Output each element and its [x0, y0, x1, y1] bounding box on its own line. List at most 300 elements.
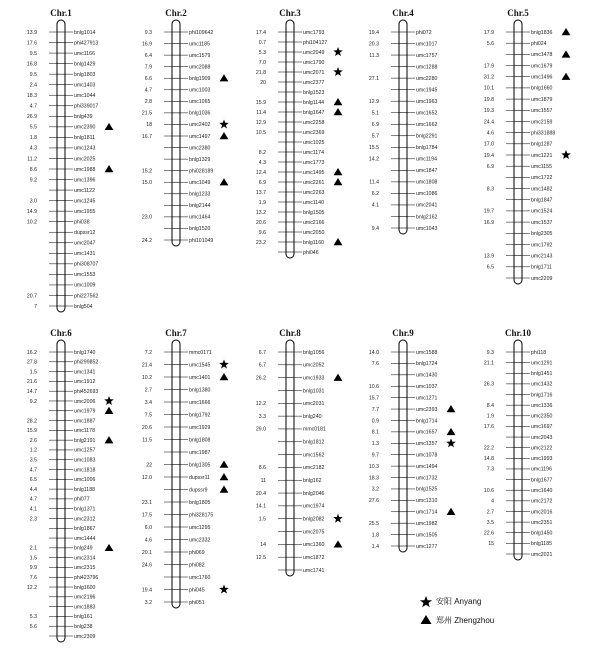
distance-label: 9.2	[29, 398, 37, 405]
marker-row	[391, 373, 437, 379]
distance-label: 23.0	[141, 214, 152, 221]
distance-label: 7.0	[258, 59, 266, 66]
distance-label: 21.1	[483, 360, 494, 367]
triangle-icon	[334, 168, 343, 175]
marker-row	[142, 473, 229, 481]
marker-label: phi051	[189, 599, 205, 606]
distance-label: 16.2	[26, 349, 37, 356]
marker-row	[259, 47, 343, 56]
marker-label: umc2280	[416, 75, 438, 82]
distance-label: 7.2	[144, 349, 152, 356]
distance-label: 1.3	[371, 441, 379, 448]
distance-label: 8.2	[258, 149, 266, 156]
triangle-icon	[334, 540, 343, 547]
marker-row	[49, 536, 95, 542]
chromosome-9	[369, 328, 456, 552]
marker-label: umc1194	[416, 156, 437, 163]
distance-label: 27.8	[26, 359, 37, 366]
marker-label: bnlg1808	[189, 437, 211, 444]
marker-label: bnlg240	[303, 413, 322, 420]
distance-label: 12.9	[255, 119, 266, 126]
distance-label: 10.5	[255, 129, 266, 136]
star-icon	[561, 150, 571, 159]
distance-label: 1.8	[371, 532, 379, 539]
marker-label: dupssr11	[189, 474, 210, 481]
marker-row	[391, 214, 437, 220]
marker-label: umc2261	[303, 179, 325, 186]
marker-label: umc1505	[416, 532, 438, 539]
marker-label: bnlg1380	[189, 387, 211, 394]
distance-label: 2.7	[144, 387, 152, 394]
triangle-icon	[562, 50, 571, 57]
marker-label: umc1277	[416, 543, 438, 550]
distance-label: 20.4	[255, 490, 266, 497]
marker-label: umc2071	[303, 69, 325, 76]
distance-label: 20.7	[26, 293, 37, 300]
marker-label: umc1083	[74, 457, 96, 464]
distance-label: 15.2	[141, 168, 152, 175]
chromosome-1	[27, 8, 114, 312]
marker-row	[278, 90, 324, 96]
distance-label: 0.7	[258, 39, 266, 46]
marker-label: bnlg1505	[303, 209, 325, 216]
marker-label: bnlg1160	[303, 239, 324, 246]
distance-label: 6.6	[144, 76, 152, 83]
marker-label: umc2088	[189, 64, 211, 71]
distance-label: 6.7	[258, 362, 266, 369]
distance-label: 16.9	[141, 41, 152, 48]
marker-label: bnlg1740	[74, 349, 96, 356]
marker-label: bnlg1711	[531, 264, 552, 271]
marker-label: umc1662	[416, 122, 438, 129]
distance-label: 20.1	[141, 549, 152, 556]
marker-label: umc1245	[74, 198, 96, 205]
chromosome-layer	[27, 8, 571, 642]
distance-label: 2.8	[144, 99, 152, 106]
distance-label: 10.2	[141, 374, 152, 381]
marker-label: umc1495	[303, 169, 325, 176]
marker-label: umc2047	[74, 240, 96, 247]
distance-label: 17.9	[483, 29, 494, 36]
marker-row	[256, 374, 343, 382]
distance-label: 11.4	[256, 109, 266, 116]
marker-row	[142, 360, 229, 369]
marker-row	[260, 540, 342, 548]
chromosome-bar	[172, 20, 180, 246]
marker-row	[49, 604, 95, 610]
distance-label: 12.5	[255, 554, 266, 561]
distance-label: 23.1	[141, 499, 152, 506]
marker-label: umc1403	[74, 82, 96, 89]
distance-label: 6.2	[371, 191, 379, 198]
marker-label: bnlg1287	[531, 141, 553, 148]
legend	[420, 596, 494, 625]
marker-label: umc1288	[416, 64, 438, 71]
distance-label: 6.0	[144, 524, 152, 531]
chromosome-title: Chr.4	[392, 8, 414, 18]
distance-label: 16.7	[141, 133, 152, 140]
marker-label: umc2351	[531, 519, 553, 526]
distance-label: 15	[488, 541, 494, 548]
marker-label: umc1086	[416, 191, 438, 198]
marker-label: phi028189	[189, 168, 214, 175]
marker-label: umc1185	[189, 41, 210, 48]
marker-row	[372, 405, 456, 413]
star-icon	[333, 67, 343, 76]
marker-label: umc1537	[531, 219, 553, 226]
marker-label: umc1652	[416, 110, 438, 117]
marker-label: phi118	[531, 349, 547, 356]
marker-row	[30, 123, 114, 131]
distance-label: 5.5	[29, 124, 37, 131]
marker-row	[278, 452, 324, 458]
distance-label: 9.7	[371, 452, 379, 459]
triangle-icon	[105, 165, 114, 172]
triangle-icon	[447, 405, 456, 412]
marker-label: phi046	[303, 249, 319, 256]
marker-label: umc2166	[303, 219, 325, 226]
marker-row	[30, 396, 114, 405]
marker-label: umc2309	[74, 633, 96, 640]
distance-label: 20.6	[141, 424, 152, 431]
chromosome-title: Chr.6	[50, 328, 72, 338]
marker-label: umc1295	[189, 524, 211, 531]
marker-label: bnlg1803	[74, 71, 96, 78]
marker-row	[506, 552, 552, 558]
marker-label: phi299852	[74, 359, 99, 366]
triangle-icon	[562, 73, 571, 80]
distance-label: 3.4	[144, 399, 152, 406]
marker-label: bnlg1329	[189, 156, 211, 163]
marker-label: bnlg1144	[303, 99, 324, 106]
marker-label: umc2369	[303, 129, 325, 136]
triangle-icon	[220, 132, 229, 139]
distance-label: 9.4	[371, 225, 379, 232]
marker-label: umc1697	[531, 424, 553, 431]
marker-label: bnlg1450	[531, 530, 553, 537]
marker-label: umc1009	[74, 282, 96, 289]
marker-label: umc1714	[416, 509, 438, 516]
chromosome-title: Chr.5	[507, 8, 529, 18]
marker-label: bnlg1056	[303, 349, 325, 356]
marker-label: umc2390	[74, 124, 96, 131]
marker-label: umc1872	[303, 554, 325, 561]
marker-label: bnlg1600	[74, 584, 96, 591]
marker-row	[146, 119, 229, 128]
triangle-icon	[334, 98, 343, 105]
marker-label: umc1478	[531, 52, 553, 59]
marker-row	[259, 178, 343, 186]
marker-label: umc2315	[74, 565, 96, 572]
marker-label: umc1432	[531, 381, 553, 388]
marker-label: umc2143	[531, 253, 553, 260]
marker-label: umc1640	[531, 488, 553, 495]
distance-label: 24.6	[141, 562, 152, 569]
marker-label: bnlg1185	[531, 541, 552, 548]
distance-label: 7.5	[144, 412, 152, 419]
distance-label: 14.2	[368, 156, 379, 163]
distance-label: 4.6	[144, 537, 152, 544]
triangle-icon	[334, 238, 343, 245]
marker-label: bnlg1811	[74, 135, 95, 142]
triangle-icon	[220, 473, 229, 480]
marker-label: umc1808	[416, 179, 438, 186]
marker-label: umc1003	[189, 87, 211, 94]
marker-label: umc1178	[74, 428, 95, 435]
distance-label: 13.9	[26, 29, 37, 36]
distance-label: 18.3	[368, 475, 379, 482]
marker-label: phi082	[189, 562, 205, 569]
marker-label: phi038	[74, 219, 90, 226]
distance-label: 7.7	[371, 406, 379, 413]
distance-label: 8.4	[486, 402, 494, 409]
distance-label: 27.1	[368, 75, 379, 82]
marker-label: phi328175	[189, 512, 214, 519]
distance-label: 1.9	[258, 199, 266, 206]
marker-row	[506, 242, 552, 248]
marker-label: bnlg161	[74, 614, 93, 621]
distance-label: 4.3	[29, 145, 37, 152]
chromosome-4	[369, 8, 438, 234]
distance-label: 5.6	[29, 624, 37, 631]
marker-label: umc2377	[303, 79, 325, 86]
distance-label: 24.4	[483, 119, 494, 126]
distance-label: 7.3	[486, 466, 494, 473]
marker-row	[164, 450, 210, 456]
marker-row	[49, 283, 95, 289]
marker-label: bnlg2291	[416, 133, 438, 140]
triangle-icon	[220, 178, 229, 185]
marker-row	[506, 371, 552, 377]
marker-row	[164, 157, 210, 163]
marker-row	[278, 440, 324, 446]
marker-label: bnlg2144	[189, 203, 211, 210]
marker-label: umc1291	[531, 360, 553, 367]
distance-label: 14.1	[255, 503, 266, 510]
marker-label: umc1945	[416, 87, 438, 94]
marker-label: phi077	[74, 496, 90, 503]
marker-row	[506, 175, 552, 181]
star-icon	[219, 585, 229, 594]
star-icon	[333, 47, 343, 56]
distance-label: 5.6	[486, 40, 494, 47]
marker-label: umc1006	[74, 477, 96, 484]
marker-label: umc2050	[303, 229, 325, 236]
triangle-icon	[105, 123, 114, 130]
marker-label: umc1562	[303, 452, 325, 459]
distance-label: 12.0	[141, 474, 152, 481]
marker-row	[484, 150, 571, 159]
distance-label: 18	[146, 122, 152, 129]
marker-label: phi101049	[189, 237, 214, 244]
marker-label: umc1879	[531, 96, 553, 103]
distance-label: 27.6	[368, 498, 379, 505]
chromosome-title: Chr.8	[279, 328, 301, 338]
distance-label: 14.9	[26, 208, 37, 215]
triangle-icon	[220, 74, 229, 81]
distance-label: 2.1	[29, 545, 37, 552]
star-icon	[333, 514, 343, 523]
chromosome-title: Chr.3	[279, 8, 301, 18]
distance-label: 12.4	[255, 169, 266, 176]
marker-label: umc1497	[189, 133, 211, 140]
marker-row	[484, 28, 571, 36]
distance-label: 26.2	[255, 375, 266, 382]
distance-label: 16.9	[483, 219, 494, 226]
marker-label: umc1243	[74, 145, 96, 152]
distance-label: 8.6	[258, 465, 266, 472]
marker-row	[506, 435, 552, 441]
distance-label: 5.3	[258, 49, 266, 56]
marker-label: umc1271	[416, 395, 438, 402]
distance-label: 4.7	[144, 87, 152, 94]
triangle-icon	[220, 461, 229, 468]
marker-label: umc1065	[189, 99, 211, 106]
distance-label: 7.6	[371, 361, 379, 368]
chromosome-5	[484, 8, 571, 284]
marker-row	[256, 168, 343, 176]
marker-label: umc2172	[531, 498, 553, 505]
distance-label: 6.5	[486, 264, 494, 271]
marker-label: bnlg1429	[74, 61, 96, 68]
distance-label: 8.6	[29, 166, 37, 173]
marker-label: phi339017	[74, 103, 99, 110]
marker-label: umc1524	[531, 208, 553, 215]
marker-row	[49, 241, 95, 247]
distance-label: 4.7	[29, 467, 37, 474]
distance-label: 2.7	[486, 509, 494, 516]
marker-label: umc2075	[303, 529, 325, 536]
marker-label: umc1122	[74, 187, 95, 194]
distance-label: 9.6	[258, 229, 266, 236]
marker-row	[506, 231, 552, 237]
distance-label: 4.1	[371, 202, 379, 209]
marker-label: umc2025	[74, 156, 96, 163]
distance-label: 9.9	[29, 565, 37, 572]
marker-row	[164, 145, 210, 151]
distance-label: 4.7	[29, 103, 37, 110]
marker-row	[49, 251, 95, 257]
distance-label: 22.2	[483, 445, 494, 452]
marker-label: umc1257	[74, 447, 96, 454]
marker-row	[145, 74, 229, 82]
marker-row	[49, 188, 95, 194]
distance-label: 19.7	[483, 208, 494, 215]
marker-label: umc1174	[303, 149, 324, 156]
distance-label: 17.4	[255, 29, 266, 36]
legend-label: 郑州 Zhengzhou	[436, 616, 495, 625]
marker-row	[30, 544, 114, 552]
marker-row	[49, 230, 95, 236]
marker-label: bnlg162	[303, 478, 322, 485]
distance-label: 14.8	[483, 456, 494, 463]
distance-label: 6.9	[371, 122, 379, 129]
marker-label: umc1482	[531, 186, 553, 193]
marker-label: bnlg439	[74, 114, 93, 121]
marker-label: phi104127	[303, 39, 328, 46]
distance-label: 19.3	[483, 108, 494, 115]
distance-label: 7.9	[144, 64, 152, 71]
marker-row	[256, 67, 343, 76]
distance-label: 17.9	[483, 63, 494, 70]
distance-label: 12.2	[255, 401, 266, 408]
marker-label: umc2380	[189, 145, 211, 152]
marker-label: umc1883	[74, 604, 96, 611]
marker-row	[256, 238, 343, 246]
distance-label: 17.0	[483, 141, 494, 148]
marker-label: phi423796	[74, 575, 99, 582]
chromosome-3	[256, 8, 343, 258]
marker-row	[164, 192, 210, 198]
chromosome-8	[256, 328, 343, 576]
distance-label: 21.6	[26, 379, 37, 386]
marker-row	[142, 178, 229, 186]
distance-label: 19.4	[368, 29, 379, 36]
distance-label: 4.3	[258, 159, 266, 166]
distance-label: 4.4	[29, 486, 37, 493]
marker-label: umc2182	[303, 465, 325, 472]
distance-label: 15.9	[255, 99, 266, 106]
marker-label: umc2159	[531, 119, 553, 126]
marker-label: umc1579	[189, 52, 211, 59]
marker-label: bnlg1036	[189, 110, 211, 117]
marker-label: umc1357	[416, 441, 438, 448]
marker-row	[164, 203, 210, 209]
marker-label: bnlg1523	[303, 89, 325, 96]
marker-row	[256, 108, 342, 116]
distance-label: 26.9	[26, 114, 37, 121]
distance-label: 6.9	[486, 163, 494, 170]
marker-label: umc2209	[531, 275, 553, 282]
distance-label: 18.3	[26, 93, 37, 100]
chromosome-title: Chr.7	[165, 328, 187, 338]
marker-label: umc1657	[416, 429, 438, 436]
marker-label: umc1773	[303, 159, 325, 166]
triangle-icon	[220, 373, 229, 380]
marker-label: umc1741	[303, 567, 325, 574]
distance-label: 8.3	[486, 186, 494, 193]
distance-label: 13.2	[255, 209, 266, 216]
chromosome-bar	[399, 340, 407, 552]
distance-label: 3.5	[486, 519, 494, 526]
distance-label: 9.2	[29, 177, 37, 184]
marker-label: umc1988	[74, 166, 96, 173]
marker-row	[49, 262, 98, 268]
marker-label: umc2006	[74, 398, 96, 405]
distance-label: 17.6	[483, 424, 494, 431]
marker-row	[506, 392, 552, 398]
distance-label: 16.8	[26, 61, 37, 68]
marker-label: bnlg238	[74, 624, 93, 631]
distance-label: 22	[146, 462, 152, 469]
triangle-icon	[447, 508, 456, 515]
marker-row	[49, 272, 95, 278]
distance-label: 14	[260, 542, 266, 549]
marker-label: bnlg1812	[303, 439, 325, 446]
distance-label: 7	[34, 303, 37, 310]
marker-row	[278, 568, 324, 574]
chromosome-bar	[399, 20, 407, 234]
distance-label: 15.0	[141, 180, 152, 187]
marker-row	[278, 388, 324, 394]
distance-label: 8.1	[371, 429, 379, 436]
marker-label: umc1760	[189, 574, 211, 581]
marker-label: umc1979	[74, 408, 96, 415]
distance-label: 3.2	[144, 599, 152, 606]
distance-label: 6.7	[258, 349, 266, 356]
marker-label: bnlg1805	[189, 499, 211, 506]
marker-label: umc2393	[416, 406, 438, 413]
